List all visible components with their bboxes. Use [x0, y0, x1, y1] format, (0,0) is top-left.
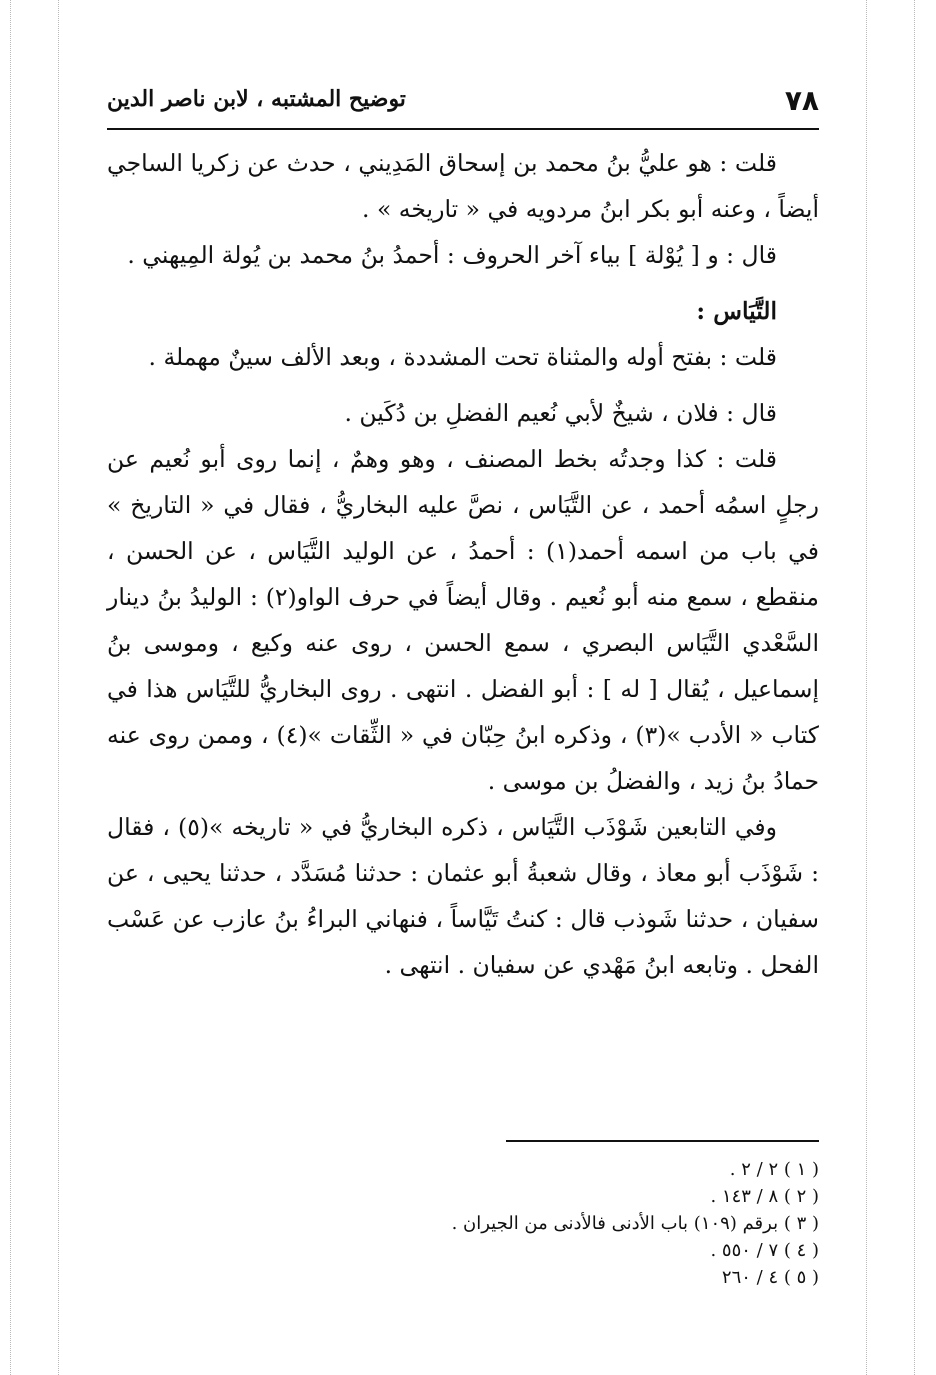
paragraph-tayyas-spelling: قلت : بفتح أوله والمثناة تحت المشددة ، وبعد الألف سينٌ مهملة . [148, 343, 777, 371]
paragraph-correction: قلت : كذا وجدتُه بخط المصنف ، وهو وهمٌ ، إنما روى أبو نُعيم عن رجلٍ اسمُه أحمد ، عن التَّيَاس ، نصَّ عليه البخاريُّ ، فقال في « التاريخ » في باب من اسمه أحمد(١) : أحمدُ ، عن الوليد التَّيَاس ، عن الحسن ، منقطع ، سمع منه أبو نُعيم . وقال أيضاً في حرف الواو(٢) : الوليدُ بنُ دينار السَّعْدي التَّيَاس البصري ، سمع الحسن ، روى عنه وكيع ، وموسى بنُ إسماعيل ، يُقال [ له ] : أبو الفضل . انتهى . روى البخاريُّ للتَّيَاس هذا في كتاب « الأدب »(٣) ، وذكره ابنُ حِبّان في « الثِّقات »(٤) ، وممن روى عنه حمادُ بنُ زيد ، والفضلُ بن موسى . [107, 445, 819, 795]
main-text [107, 140, 819, 988]
page-number: ٧٨ [784, 84, 819, 117]
entry-heading-tayyas: التَّيَاس : [696, 297, 777, 325]
scan-guide-line [914, 0, 915, 1375]
footnote-3: ( ٣ ) برقم (١٠٩) باب الأدنى فالأدنى من الجيران . [451, 1213, 819, 1234]
paragraph-yula: قال : و [ يُوْلة ] بياء آخر الحروف : أحمدُ بنُ محمد بن يُولة المِيهني . [127, 241, 777, 269]
paragraph-tayyas-shaykh: قال : فلان ، شيخٌ لأبي نُعيم الفضلِ بن دُكَين . [344, 399, 777, 427]
footnote-5: ( ٥ ) ٤ / ٢٦٠ [721, 1267, 819, 1288]
paragraph-shawdhab: وفي التابعين شَوْذَب التَّيَاس ، ذكره البخاريُّ في « تاريخه »(٥) ، فقال : شَوْذَب أبو معاذ ، وقال شعبةُ أبو عثمان : حدثنا مُسَدَّد ، حدثنا يحيى ، عن سفيان ، حدثنا شَوذب قال : كنتُ تَيَّاساً ، فنهاني البراءُ بنُ عازب عن عَسْب الفحل . وتابعه ابنُ مَهْدي عن سفيان . انتهى . [107, 813, 819, 979]
scan-guide-line [10, 0, 11, 1375]
footnote-2: ( ٢ ) ٨ / ١٤٣ . [710, 1186, 819, 1207]
footnote-1: ( ١ ) ٢ / ٢ . [729, 1159, 819, 1180]
footnote-divider [506, 1140, 819, 1142]
footnote-4: ( ٤ ) ٧ / ٥٥٠ . [710, 1240, 819, 1261]
page-header [107, 78, 819, 130]
running-title: توضيح المشتبه ، لابن ناصر الدين [107, 86, 406, 112]
scan-guide-line [58, 0, 59, 1375]
paragraph-madini: قلت : هو عليُّ بنُ محمد بن إسحاق المَدِيني ، حدث عن زكريا الساجي أيضاً ، وعنه أبو بكر ابنُ مردويه في « تاريخه » . [107, 149, 819, 223]
footnotes [400, 1156, 819, 1291]
scan-guide-line [866, 0, 867, 1375]
